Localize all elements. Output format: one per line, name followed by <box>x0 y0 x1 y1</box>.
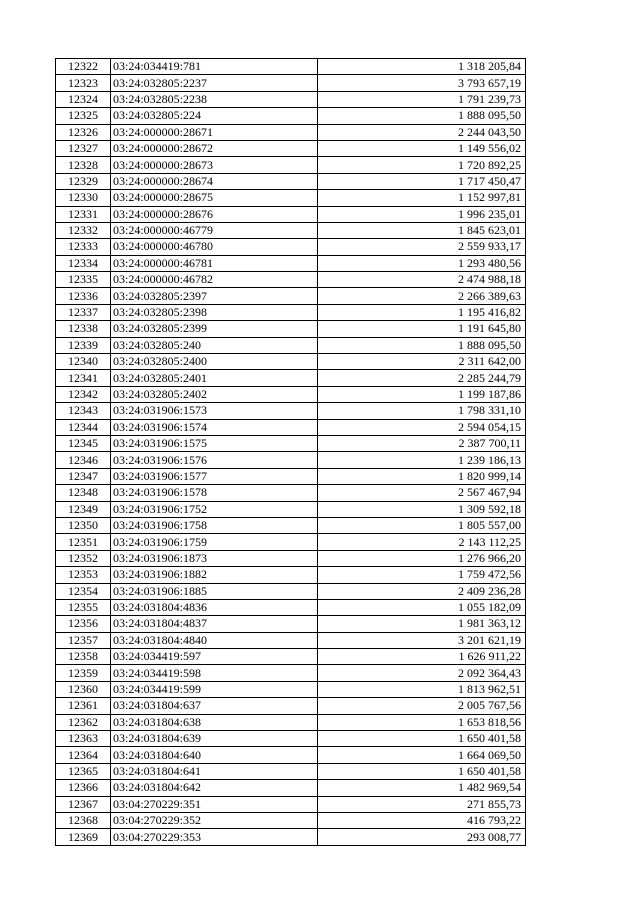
cadastral-value-cell: 3 201 621,19 <box>318 632 526 648</box>
cadastral-number-cell: 03:04:270229:353 <box>111 829 318 845</box>
cadastral-value-cell: 2 285 244,79 <box>318 370 526 386</box>
cadastral-value-cell: 1 791 239,73 <box>318 91 526 107</box>
table-body <box>56 59 526 846</box>
cadastral-value-cell: 1 482 969,54 <box>318 780 526 796</box>
row-number-cell: 12332 <box>56 222 111 238</box>
table-row <box>56 649 526 665</box>
cadastral-number-cell: 03:24:031906:1575 <box>111 435 318 451</box>
table-row <box>56 337 526 353</box>
cadastral-value-cell: 1 664 069,50 <box>318 747 526 763</box>
cadastral-number-cell: 03:24:031804:4840 <box>111 632 318 648</box>
cadastral-value-cell: 2 244 043,50 <box>318 124 526 140</box>
table-row <box>56 812 526 828</box>
table-row <box>56 452 526 468</box>
row-number-cell: 12364 <box>56 747 111 763</box>
table-row <box>56 780 526 796</box>
row-number-cell: 12366 <box>56 780 111 796</box>
cadastral-number-cell: 03:24:034419:597 <box>111 649 318 665</box>
row-number-cell: 12344 <box>56 419 111 435</box>
cadastral-value-cell: 1 152 997,81 <box>318 190 526 206</box>
table-row <box>56 567 526 583</box>
cadastral-number-cell: 03:24:031804:640 <box>111 747 318 763</box>
row-number-cell: 12354 <box>56 583 111 599</box>
table-row <box>56 255 526 271</box>
row-number-cell: 12369 <box>56 829 111 845</box>
row-number-cell: 12336 <box>56 288 111 304</box>
cadastral-number-cell: 03:24:034419:781 <box>111 59 318 75</box>
cadastral-number-cell: 03:24:034419:598 <box>111 665 318 681</box>
cadastral-number-cell: 03:24:031906:1752 <box>111 501 318 517</box>
table-row <box>56 59 526 75</box>
cadastral-number-cell: 03:24:031804:4836 <box>111 599 318 615</box>
cadastral-number-cell: 03:24:031906:1574 <box>111 419 318 435</box>
cadastral-number-cell: 03:24:034419:599 <box>111 681 318 697</box>
cadastral-number-cell: 03:24:031906:1882 <box>111 567 318 583</box>
table-row <box>56 370 526 386</box>
cadastral-value-cell: 2 143 112,25 <box>318 534 526 550</box>
table-row <box>56 665 526 681</box>
cadastral-value-cell: 2 311 642,00 <box>318 354 526 370</box>
cadastral-value-cell: 1 717 450,47 <box>318 173 526 189</box>
cadastral-value-cell: 1 759 472,56 <box>318 567 526 583</box>
cadastral-value-cell: 1 888 095,50 <box>318 108 526 124</box>
table-row <box>56 731 526 747</box>
table-row <box>56 435 526 451</box>
row-number-cell: 12357 <box>56 632 111 648</box>
table-row <box>56 829 526 845</box>
cadastral-value-cell: 2 594 054,15 <box>318 419 526 435</box>
table-row <box>56 288 526 304</box>
cadastral-number-cell: 03:24:032805:2401 <box>111 370 318 386</box>
row-number-cell: 12339 <box>56 337 111 353</box>
cadastral-number-cell: 03:24:000000:46782 <box>111 272 318 288</box>
table-row <box>56 485 526 501</box>
table-row <box>56 91 526 107</box>
row-number-cell: 12330 <box>56 190 111 206</box>
row-number-cell: 12349 <box>56 501 111 517</box>
row-number-cell: 12340 <box>56 354 111 370</box>
table-row <box>56 190 526 206</box>
cadastral-number-cell: 03:24:000000:46781 <box>111 255 318 271</box>
cadastral-value-cell: 1 626 911,22 <box>318 649 526 665</box>
row-number-cell: 12346 <box>56 452 111 468</box>
table-row <box>56 616 526 632</box>
cadastral-number-cell: 03:24:032805:2237 <box>111 75 318 91</box>
row-number-cell: 12367 <box>56 796 111 812</box>
cadastral-value-cell: 1 720 892,25 <box>318 157 526 173</box>
row-number-cell: 12335 <box>56 272 111 288</box>
cadastral-value-cell: 1 276 966,20 <box>318 550 526 566</box>
row-number-cell: 12342 <box>56 386 111 402</box>
cadastral-number-cell: 03:24:032805:2402 <box>111 386 318 402</box>
cadastral-number-cell: 03:24:031906:1577 <box>111 468 318 484</box>
cadastral-value-cell: 1 318 205,84 <box>318 59 526 75</box>
cadastral-value-cell: 1 888 095,50 <box>318 337 526 353</box>
cadastral-value-cell: 2 474 988,18 <box>318 272 526 288</box>
cadastral-number-cell: 03:24:031906:1576 <box>111 452 318 468</box>
table-row <box>56 206 526 222</box>
cadastral-number-cell: 03:24:032805:2399 <box>111 321 318 337</box>
cadastral-number-cell: 03:24:031906:1758 <box>111 517 318 533</box>
cadastral-value-cell: 1 195 416,82 <box>318 304 526 320</box>
cadastral-value-cell: 1 149 556,02 <box>318 140 526 156</box>
cadastral-value-cell: 1 199 187,86 <box>318 386 526 402</box>
cadastral-number-cell: 03:24:031804:638 <box>111 714 318 730</box>
cadastral-value-cell: 2 005 767,56 <box>318 698 526 714</box>
cadastral-value-cell: 416 793,22 <box>318 812 526 828</box>
table-row <box>56 272 526 288</box>
cadastral-value-cell: 1 309 592,18 <box>318 501 526 517</box>
cadastral-value-cell: 3 793 657,19 <box>318 75 526 91</box>
table-row <box>56 108 526 124</box>
cadastral-value-cell: 1 981 363,12 <box>318 616 526 632</box>
cadastral-value-cell: 2 266 389,63 <box>318 288 526 304</box>
table-row <box>56 698 526 714</box>
cadastral-number-cell: 03:24:032805:2397 <box>111 288 318 304</box>
cadastral-number-cell: 03:24:031906:1573 <box>111 403 318 419</box>
cadastral-value-cell: 1 055 182,09 <box>318 599 526 615</box>
cadastral-number-cell: 03:24:000000:28671 <box>111 124 318 140</box>
row-number-cell: 12333 <box>56 239 111 255</box>
table-row <box>56 386 526 402</box>
cadastral-number-cell: 03:24:000000:46779 <box>111 222 318 238</box>
row-number-cell: 12324 <box>56 91 111 107</box>
row-number-cell: 12334 <box>56 255 111 271</box>
cadastral-number-cell: 03:24:031906:1759 <box>111 534 318 550</box>
table-row <box>56 763 526 779</box>
cadastral-number-cell: 03:24:032805:240 <box>111 337 318 353</box>
cadastral-value-cell: 1 239 186,13 <box>318 452 526 468</box>
cadastral-value-cell: 1 805 557,00 <box>318 517 526 533</box>
cadastral-value-cell: 1 820 999,14 <box>318 468 526 484</box>
cadastral-value-cell: 2 409 236,28 <box>318 583 526 599</box>
table-row <box>56 222 526 238</box>
row-number-cell: 12327 <box>56 140 111 156</box>
table-row <box>56 468 526 484</box>
cadastral-value-cell: 2 559 933,17 <box>318 239 526 255</box>
table-row <box>56 304 526 320</box>
row-number-cell: 12362 <box>56 714 111 730</box>
row-number-cell: 12341 <box>56 370 111 386</box>
row-number-cell: 12337 <box>56 304 111 320</box>
table-row <box>56 534 526 550</box>
cadastral-value-cell: 1 996 235,01 <box>318 206 526 222</box>
row-number-cell: 12326 <box>56 124 111 140</box>
row-number-cell: 12345 <box>56 435 111 451</box>
table-row <box>56 157 526 173</box>
row-number-cell: 12328 <box>56 157 111 173</box>
row-number-cell: 12351 <box>56 534 111 550</box>
row-number-cell: 12338 <box>56 321 111 337</box>
cadastral-number-cell: 03:24:031804:4837 <box>111 616 318 632</box>
cadastral-value-cell: 1 653 818,56 <box>318 714 526 730</box>
table-row <box>56 501 526 517</box>
cadastral-value-cell: 1 845 623,01 <box>318 222 526 238</box>
cadastral-value-cell: 1 798 331,10 <box>318 403 526 419</box>
cadastral-number-cell: 03:24:000000:28675 <box>111 190 318 206</box>
row-number-cell: 12353 <box>56 567 111 583</box>
row-number-cell: 12347 <box>56 468 111 484</box>
table-row <box>56 714 526 730</box>
row-number-cell: 12322 <box>56 59 111 75</box>
cadastral-number-cell: 03:04:270229:351 <box>111 796 318 812</box>
cadastral-number-cell: 03:24:031804:637 <box>111 698 318 714</box>
row-number-cell: 12355 <box>56 599 111 615</box>
cadastral-number-cell: 03:24:031804:641 <box>111 763 318 779</box>
table-row <box>56 173 526 189</box>
table-row <box>56 239 526 255</box>
table-row <box>56 403 526 419</box>
cadastral-number-cell: 03:24:031804:642 <box>111 780 318 796</box>
row-number-cell: 12329 <box>56 173 111 189</box>
cadastral-value-cell: 271 855,73 <box>318 796 526 812</box>
row-number-cell: 12331 <box>56 206 111 222</box>
table-row <box>56 681 526 697</box>
row-number-cell: 12323 <box>56 75 111 91</box>
cadastral-value-table <box>55 58 526 846</box>
cadastral-number-cell: 03:24:032805:2238 <box>111 91 318 107</box>
row-number-cell: 12325 <box>56 108 111 124</box>
cadastral-value-cell: 1 191 645,80 <box>318 321 526 337</box>
cadastral-value-cell: 1 650 401,58 <box>318 731 526 747</box>
table-row <box>56 517 526 533</box>
cadastral-value-cell: 2 387 700,11 <box>318 435 526 451</box>
cadastral-number-cell: 03:24:000000:28672 <box>111 140 318 156</box>
row-number-cell: 12359 <box>56 665 111 681</box>
table-row <box>56 599 526 615</box>
cadastral-value-cell: 1 650 401,58 <box>318 763 526 779</box>
table-row <box>56 796 526 812</box>
cadastral-number-cell: 03:24:000000:28676 <box>111 206 318 222</box>
table-row <box>56 747 526 763</box>
table-row <box>56 75 526 91</box>
cadastral-number-cell: 03:24:031906:1885 <box>111 583 318 599</box>
table-row <box>56 354 526 370</box>
row-number-cell: 12360 <box>56 681 111 697</box>
cadastral-value-cell: 1 293 480,56 <box>318 255 526 271</box>
table-row <box>56 140 526 156</box>
table-row <box>56 583 526 599</box>
table-row <box>56 632 526 648</box>
cadastral-number-cell: 03:04:270229:352 <box>111 812 318 828</box>
row-number-cell: 12352 <box>56 550 111 566</box>
row-number-cell: 12350 <box>56 517 111 533</box>
cadastral-value-cell: 2 092 364,43 <box>318 665 526 681</box>
table-row <box>56 419 526 435</box>
table-row <box>56 550 526 566</box>
cadastral-number-cell: 03:24:000000:46780 <box>111 239 318 255</box>
cadastral-value-cell: 2 567 467,94 <box>318 485 526 501</box>
table-row <box>56 124 526 140</box>
row-number-cell: 12343 <box>56 403 111 419</box>
row-number-cell: 12348 <box>56 485 111 501</box>
cadastral-number-cell: 03:24:000000:28673 <box>111 157 318 173</box>
cadastral-number-cell: 03:24:031906:1873 <box>111 550 318 566</box>
cadastral-value-cell: 293 008,77 <box>318 829 526 845</box>
cadastral-value-cell: 1 813 962,51 <box>318 681 526 697</box>
row-number-cell: 12358 <box>56 649 111 665</box>
cadastral-number-cell: 03:24:032805:224 <box>111 108 318 124</box>
table-row <box>56 321 526 337</box>
cadastral-number-cell: 03:24:000000:28674 <box>111 173 318 189</box>
cadastral-number-cell: 03:24:032805:2398 <box>111 304 318 320</box>
row-number-cell: 12363 <box>56 731 111 747</box>
row-number-cell: 12356 <box>56 616 111 632</box>
cadastral-number-cell: 03:24:031804:639 <box>111 731 318 747</box>
row-number-cell: 12365 <box>56 763 111 779</box>
cadastral-number-cell: 03:24:032805:2400 <box>111 354 318 370</box>
row-number-cell: 12368 <box>56 812 111 828</box>
row-number-cell: 12361 <box>56 698 111 714</box>
cadastral-number-cell: 03:24:031906:1578 <box>111 485 318 501</box>
